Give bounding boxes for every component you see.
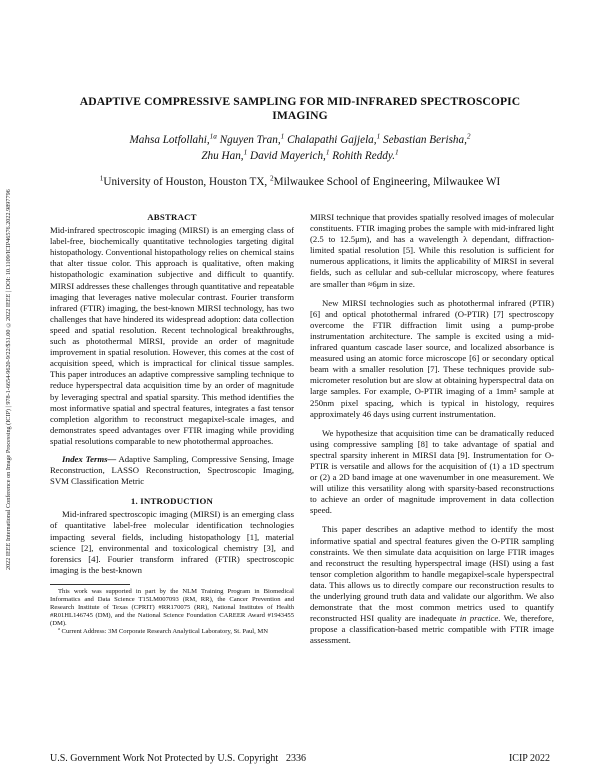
- side-stamp: 2022 IEEE International Conference on Image Processing (ICIP) | 978-1-6654-9620-9/22/$31.00 ©2022 IEEE | DOI: 10.1109/ICIP46576.2022.9897796: [5, 189, 12, 571]
- paragraph: We hypothesize that acquisition time can be dramatically reduced using compressive sampling [8] to take advantage of spatial and spectral sparsity inherent in MIRSI data [9]. Instrumentation for O-PTIR is versatile and allows for the acquisition of (1) a 1D spectrum or (2) a 2D band image at one wavenumber in one measurement. We will utilize this versatility along with sparsity-based reconstructions to achieve an order of magnitude improvement in data collection speed.: [310, 427, 554, 516]
- author: Chalapathi Gajjela,$^1$: [287, 132, 381, 146]
- footnote-funding: This work was supported in part by the NLM Training Program in Biomedical Informatics and Data Science T15LM007093 (RM, RR), the Cancer Prevention and Research Institute of Texas (CPRIT) #RR170075 (RR), National Institutes of Health #R01HL146745 (DM), and the National Science Foundation CAREER Award #1943455 (DM).: [50, 587, 294, 628]
- author: Mahsa Lotfollahi,$^{1a}$: [129, 132, 217, 146]
- author: Zhu Han,$^1$: [201, 147, 248, 162]
- left-column: [50, 212, 294, 636]
- author: David Mayerich,$^1$: [250, 147, 330, 162]
- author-line-2: [70, 149, 530, 165]
- author: Rohith Reddy.$^1$: [332, 147, 399, 162]
- copyright-notice: U.S. Government Work Not Protected by U.S. Copyright: [50, 753, 279, 764]
- author-line-1: [70, 133, 530, 149]
- footnote-divider: [50, 584, 130, 585]
- paragraph: MIRSI technique that provides spatially resolved images of molecular constituents. FTIR imaging probes the sample with mid-infrared light (2.5 to 12.5μm), and has a wavelength λ dependant, diffraction-limited spatial resolution [5]. While this resolution is sufficient for numerous applications, it limits the applicability of MIRSI in several fields, such as cellular and sub-cellular microscopy, where features are smaller than ≈6μm in size.: [310, 212, 554, 289]
- index-terms: Index Terms— Adaptive Sampling, Compressive Sensing, Image Reconstruction, LASSO Reconstruction, Spectroscopic Imaging, SVM Classification Metric: [50, 453, 294, 487]
- footnote-address: $^a$ Current Address: 3M Corporate Research Analytical Laboratory, St. Paul, MN: [58, 626, 269, 636]
- right-column: [310, 212, 554, 646]
- abstract-text: Mid-infrared spectroscopic imaging (MIRSI) is an emerging class of label-free, biochemically quantitative technologies targeting digital histopathology. Conventional histopathology relies on chemical stains that alter tissue color. This approach is qualitative, often making histopathologic examination subjective and difficult to quantify. MIRSI addresses these challenges through quantitative and repeatable imaging that leverages native molecular contrast. Fourier transform infrared (FTIR) imaging, the best-known MIRSI technology, has two challenges that have hindered its widespread adoption: data collection speed and spatial resolution. Recent technological breakthroughs, such as photothermal MIRSI, provide an order of magnitude improvement in spatial resolution. However, this comes at the cost of acquisition speed, which is impractical for clinical tissue samples. This paper introduces an adaptive compressive sampling technique to reduce hyperspectral data acquisition time by an order of magnitude by leveraging spectral and spatial sparsity. This method identifies the most informative spatial and spectral features, integrates a fast tensor completion algorithm to reconstruct megapixel-scale images, and demonstrates speed advantages over FTIR imaging while providing spatial resolutions comparable to new photothermal approaches.: [50, 225, 294, 446]
- paper-title: ADAPTIVE COMPRESSIVE SAMPLING FOR MID-INFRARED SPECTROSCOPIC IMAGING: [79, 95, 521, 122]
- author: Sebastian Berisha,$^2$: [383, 132, 471, 146]
- conference-name: ICIP 2022: [508, 753, 550, 764]
- page-number: 2336: [286, 753, 306, 764]
- paragraph: This paper describes an adaptive method to identify the most informative spatial and spectral features given the O-PTIR sampling constraints. We then simulate data acquisition on large FTIR images and reconstruct the resulting hyperspectral image (HSI) using a fast tensor completion algorithm to handle megapixel-scale hyperspectral data. This allows us to directly compare our reconstruction results to the underlying ground truth data and validate our algorithm. We also demonstrate that the most common metrics used to quantify reconstructed HSI quality are inadequate in practice. We, therefore, propose a classification-based metric compatible with FTIR image assessment.: [310, 524, 554, 646]
- intro-paragraph: Mid-infrared spectroscopic imaging (MIRSI) is an emerging class of quantitative label-free molecular identification technologies impacting several fields, including histopathology [1], material science [2], environmental and toxicological chemistry [3], and forensics [4]. Fourier transform infrared (FTIR) spectroscopic imaging is the best-known: [50, 509, 294, 575]
- introduction-heading: 1. INTRODUCTION: [130, 496, 214, 507]
- abstract-heading: ABSTRACT: [147, 212, 197, 222]
- author-list: [70, 133, 530, 164]
- author: Nguyen Tran,$^1$: [219, 132, 285, 146]
- paragraph: New MIRSI technologies such as photothermal infrared (PTIR) [6] and optical photothermal infrared (O-PTIR) [7] spectroscopy overcome the FTIR diffraction limit using a pump-probe instrumentation architecture. The sample is excited using a mid-infrared quantum cascade laser source, and localized absorbance is measured using an atomic force microscope [6] or secondary optical beam with a smaller resolution [7]. These techniques provide sub-micrometer resolution but are slow at obtaining hyperspectral data on large samples. For example, O-PTIR imaging of a 1mm² sample at 250nm pixel spacing, which is typical in histology, requires approximately 46 days using current instrumentation.: [310, 297, 554, 419]
- affiliations: $^1$University of Houston, Houston TX, $^2$Milwaukee School of Engineering, Milwaukee WI: [99, 174, 501, 188]
